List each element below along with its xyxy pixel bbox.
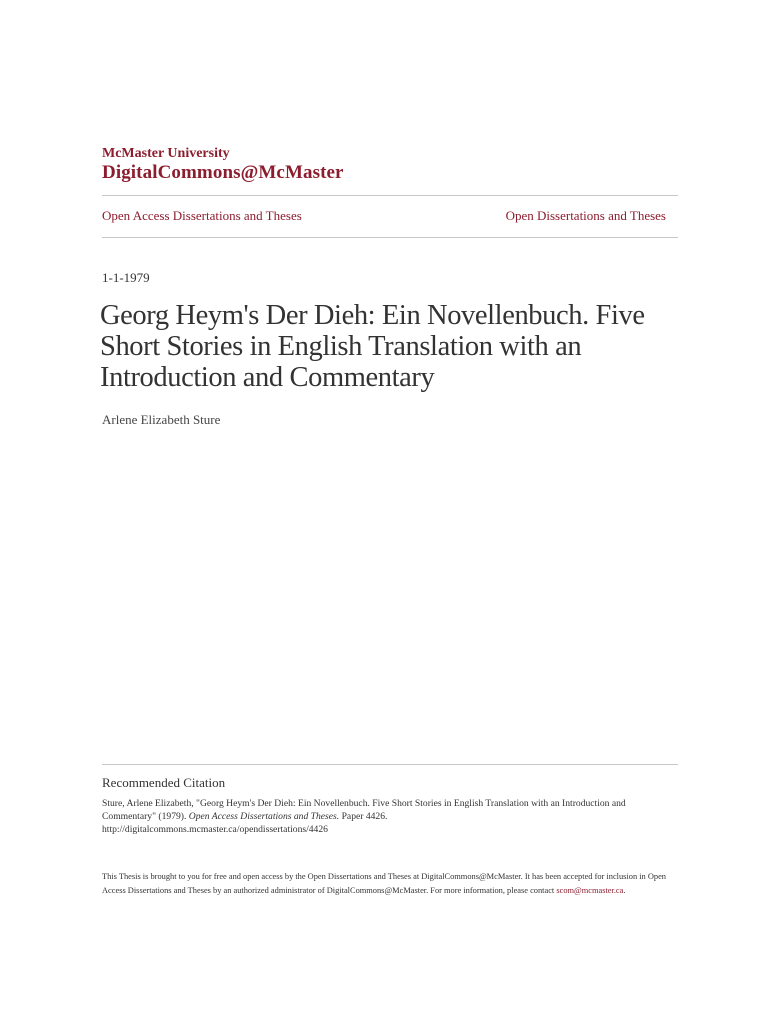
citation-series: Open Access Dissertations and Theses. <box>188 811 340 822</box>
university-name: McMaster University <box>102 146 230 161</box>
collection-link-left[interactable]: Open Access Dissertations and Theses <box>102 208 302 223</box>
access-notice <box>102 870 678 897</box>
citation-text <box>102 797 678 836</box>
divider-top <box>102 195 678 196</box>
repository-link[interactable]: DigitalCommons@McMaster <box>102 162 344 183</box>
divider-bottom <box>102 237 678 238</box>
publication-date: 1-1-1979 <box>102 270 150 285</box>
author-name: Arlene Elizabeth Sture <box>102 412 221 427</box>
contact-email-link[interactable]: scom@mcmaster.ca <box>556 885 624 895</box>
document-title: Georg Heym's Der Dieh: Ein Novellenbuch. Five Short Stories in English Translation with an Introduction and Commentary <box>100 300 645 393</box>
citation-body: Sture, Arlene Elizabeth, "Georg Heym's Der Dieh: Ein Novellenbuch. Five Short Stories in English Translation with an Introduction and Commentary" (1979). <box>102 798 626 822</box>
collection-link-right[interactable]: Open Dissertations and Theses <box>505 208 666 223</box>
notice-text: This Thesis is brought to you for free and open access by the Open Dissertations and Theses at DigitalCommons@McMaster. It has been accepted for inclusion in Open Access Dissertations and Theses by an authorized administrator of DigitalCommons@McMaster. For more information, please contact <box>102 872 666 895</box>
divider-citation <box>102 764 678 765</box>
citation-heading: Recommended Citation <box>102 775 226 790</box>
citation-paper: Paper 4426. <box>341 811 388 822</box>
citation-url[interactable]: http://digitalcommons.mcmaster.ca/opendissertations/4426 <box>102 824 328 835</box>
notice-end: . <box>623 885 626 895</box>
